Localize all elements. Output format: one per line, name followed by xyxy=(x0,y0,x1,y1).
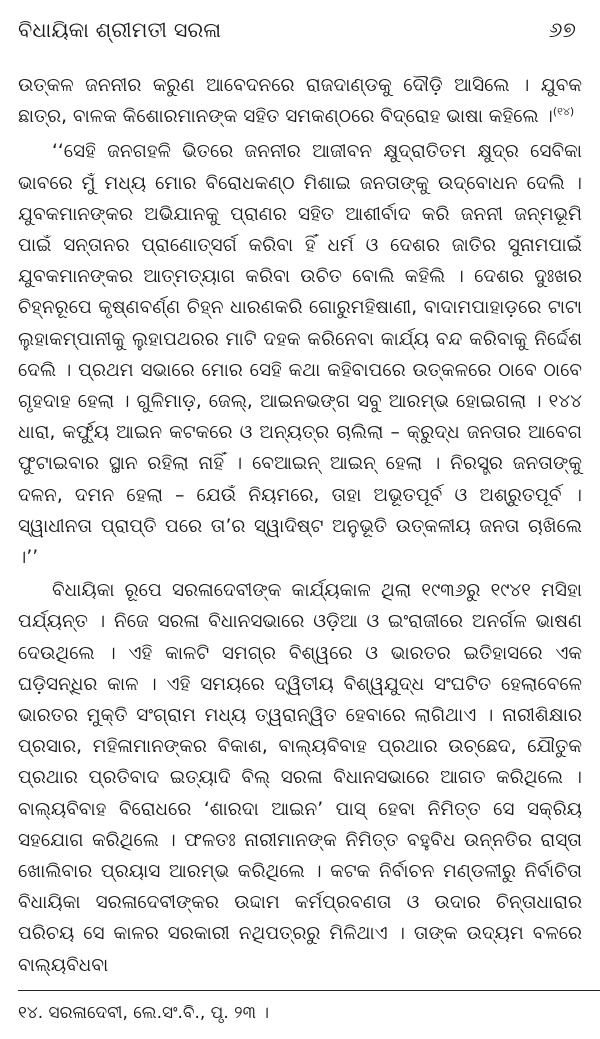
body-text xyxy=(18,70,582,981)
paragraph-1 xyxy=(18,70,582,132)
paragraph-1-text: ଉତ୍କଳ ଜନନୀର କରୁଣ ଆବେଦନରେ ରାଜଦାଣ୍ଡକୁ ଦୌଡ଼ି ଆସିଲେ । ଯୁବକ ଛାତ୍ର, ବାଳକ କିଶୋରମାନଙ୍କ ସହିତ ସମକଣ୍ଠରେ ବିଦ୍ରୋହ ଭାଷା କହିଲେ । xyxy=(18,75,582,128)
footnote: ୧୪. ସରଳାଦେବୀ, ଲେ.ସଂ.ବି., ପୃ. ୨୩ । xyxy=(18,1003,270,1023)
page-header xyxy=(18,18,582,70)
running-head: ବିଧାୟିକା ଶ୍ରୀମତୀ ସରଳା xyxy=(18,18,222,42)
page-number: ୬୭ xyxy=(548,18,576,43)
paragraph-3: ବିଧାୟିକା ରୂପେ ସରଳାଦେବୀଙ୍କ କାର୍ଯ୍ୟକାଳ ଥିଲା ୧୯୩୬ରୁ ୧୯୪୧ ମସିହା ପର୍ଯ୍ୟନ୍ତ । ନିଜେ ସରଳା ବିଧାନସଭାରେ ଓଡ଼ିଆ ଓ ଇଂରାଜୀରେ ଅନର୍ଗଳ ଭାଷଣ ଦେଉଥିଲେ । ଏହି କାଳଟି ସମଗ୍ର ବିଶ୍ୱରେ ଓ ଭାରତର ଇତିହାସରେ ଏକ ଘଡ଼ିସନ୍ଧିର କାଳ । ଏହି ସମୟରେ ଦ୍ୱିତୀୟ ବିଶ୍ୱଯୁଦ୍ଧ ସଂଘଟିତ ହେଲାବେଳେ ଭାରତର ମୁକ୍ତି ସଂଗ୍ରାମ ମଧ୍ୟ ତ୍ୱରାନ୍ୱିତ ହେବାରେ ଲାଗିଥାଏ । ନାରୀଶିକ୍ଷାର ପ୍ରସାର, ମହିଳାମାନଙ୍କର ବିକାଶ, ବାଲ୍ୟବିବାହ ପ୍ରଥାର ଉଚ୍ଛେଦ, ଯୌତୁକ ପ୍ରଥାର ପ୍ରତିବାଦ ଇତ୍ୟାଦି ବିଲ୍ ସରଳା ବିଧାନସଭାରେ ଆଗତ କରିଥିଲେ । ବାଲ୍ୟବିବାହ ବିରୋଧରେ ‘ଶାରଦା ଆଇନ’ ପାସ୍ ହେବା ନିମିତ୍ତ ସେ ସକ୍ରିୟ ସହଯୋଗ କରିଥିଲେ । ଫଳତଃ ନାରୀମାନଙ୍କ ନିମିତ୍ତ ବହୁବିଧ ଉନ୍ନତିର ରାସ୍ତା ଖୋଲିବାର ପ୍ରୟାସ ଆରମ୍ଭ କରିଥିଲେ । କଟକ ନିର୍ବାଚନ ମଣ୍ଡଳୀରୁ ନିର୍ବାଚିତା ବିଧାୟିକା ସରଳାଦେବୀଙ୍କର ଉଦ୍ଦାମ କର୍ମପ୍ରବଣତା ଓ ଉଦାର ଚିନ୍ତାଧାରାର ପରିଚୟ ସେ କାଳର ସରକାରୀ ନଥିପତ୍ରରୁ ମିଳିଥାଏ । ତାଙ୍କ ଉଦ୍ୟମ ବଳରେ ବାଲ୍ୟବିଧବା xyxy=(18,580,582,976)
footnote-divider xyxy=(18,990,600,991)
footnote-reference: (୧୪) xyxy=(552,105,575,119)
paragraph-2-quotation: ‘‘ସେହି ଜନଗହଳି ଭିତରେ ଜନନୀର ଆଜୀବନ କ୍ଷୁଦ୍ରାତିତମ କ୍ଷୁଦ୍ର ସେବିକା ଭାବରେ ମୁଁ ମଧ୍ୟ ମୋର ବିରୋଧକଣ୍ଠ ମିଶାଇ ଜନତାଙ୍କୁ ଉଦ୍‌ବୋଧନ ଦେଲି । ଯୁବକମାନଙ୍କର ଅଭିଯାନକୁ ପ୍ରାଣର ସହିତ ଆଶୀର୍ବାଦ କରି ଜନନୀ ଜନ୍ମଭୂମି ପାଇଁ ସନ୍ତାନର ପ୍ରାଣୋତ୍ସର୍ଗ କରିବା ହିଁ ଧର୍ମ ଓ ଦେଶର ଜାତିର ସୁନାମପାଇଁ ଯୁବକମାନଙ୍କର ଆତ୍ମତ୍ୟାଗ କରିବା ଉଚିତ ବୋଲି କହିଲି । ଦେଶର ଦୁଃଖର ଚିହ୍ନରୂପେ କୃଷ୍ଣବର୍ଣ୍ଣ ଚିହ୍ନ ଧାରଣକରି ଗୋରୁମହିଷାଣୀ, ବାଦାମପାହାଡ଼ରେ ଟାଟା ଲୁହାକମ୍ପାନୀକୁ ଲୁହାପଥରର ମାଟି ଦହକ କରିନେବା କାର୍ଯ୍ୟ ବନ୍ଦ କରିବାକୁ ନିର୍ଦ୍ଦେଶ ଦେଲି । ପ୍ରଥମ ସଭାରେ ମୋର ସେହି କଥା କହିବାପରେ ଉତ୍କଳରେ ଠାବେ ଠାବେ ଗୃହଦାହ ହେଲା । ଗୁଳିମାଡ଼, ଜେଲ୍, ଆଇନଭଙ୍ଗ ସବୁ ଆରମ୍ଭ ହୋଇଗଲା । ୧୪୪ ଧାରା, କର୍ଫ୍ୟୁ ଆଇନ କଟକରେ ଓ ଅନ୍ୟତ୍ର ଚାଲିଲା – କ୍ରୁଦ୍ଧ ଜନତାର ଆବେଗ ଫୁଟାଇବାର ସ୍ଥାନ ରହିଲା ନାହିଁ । ବେଆଇନ୍ ଆଇନ୍ ହେଲା । ନିରସ୍ତ୍ର ଜନତାଙ୍କୁ ଦଳନ, ଦମନ ହେଲା – ଯେଉଁ ନିୟମରେ, ତାହା ଅଭୂତପୂର୍ବ ଓ ଅଶ୍ରୁତପୂର୍ବ । ସ୍ୱାଧୀନତା ପ୍ରାପ୍ତି ପରେ ତା’ର ସ୍ୱାଦିଷ୍ଟ ଅନୁଭୂତି ଉତ୍କଳୀୟ ଜନତା ଚାଖିଲେ ।’’ xyxy=(18,141,582,569)
